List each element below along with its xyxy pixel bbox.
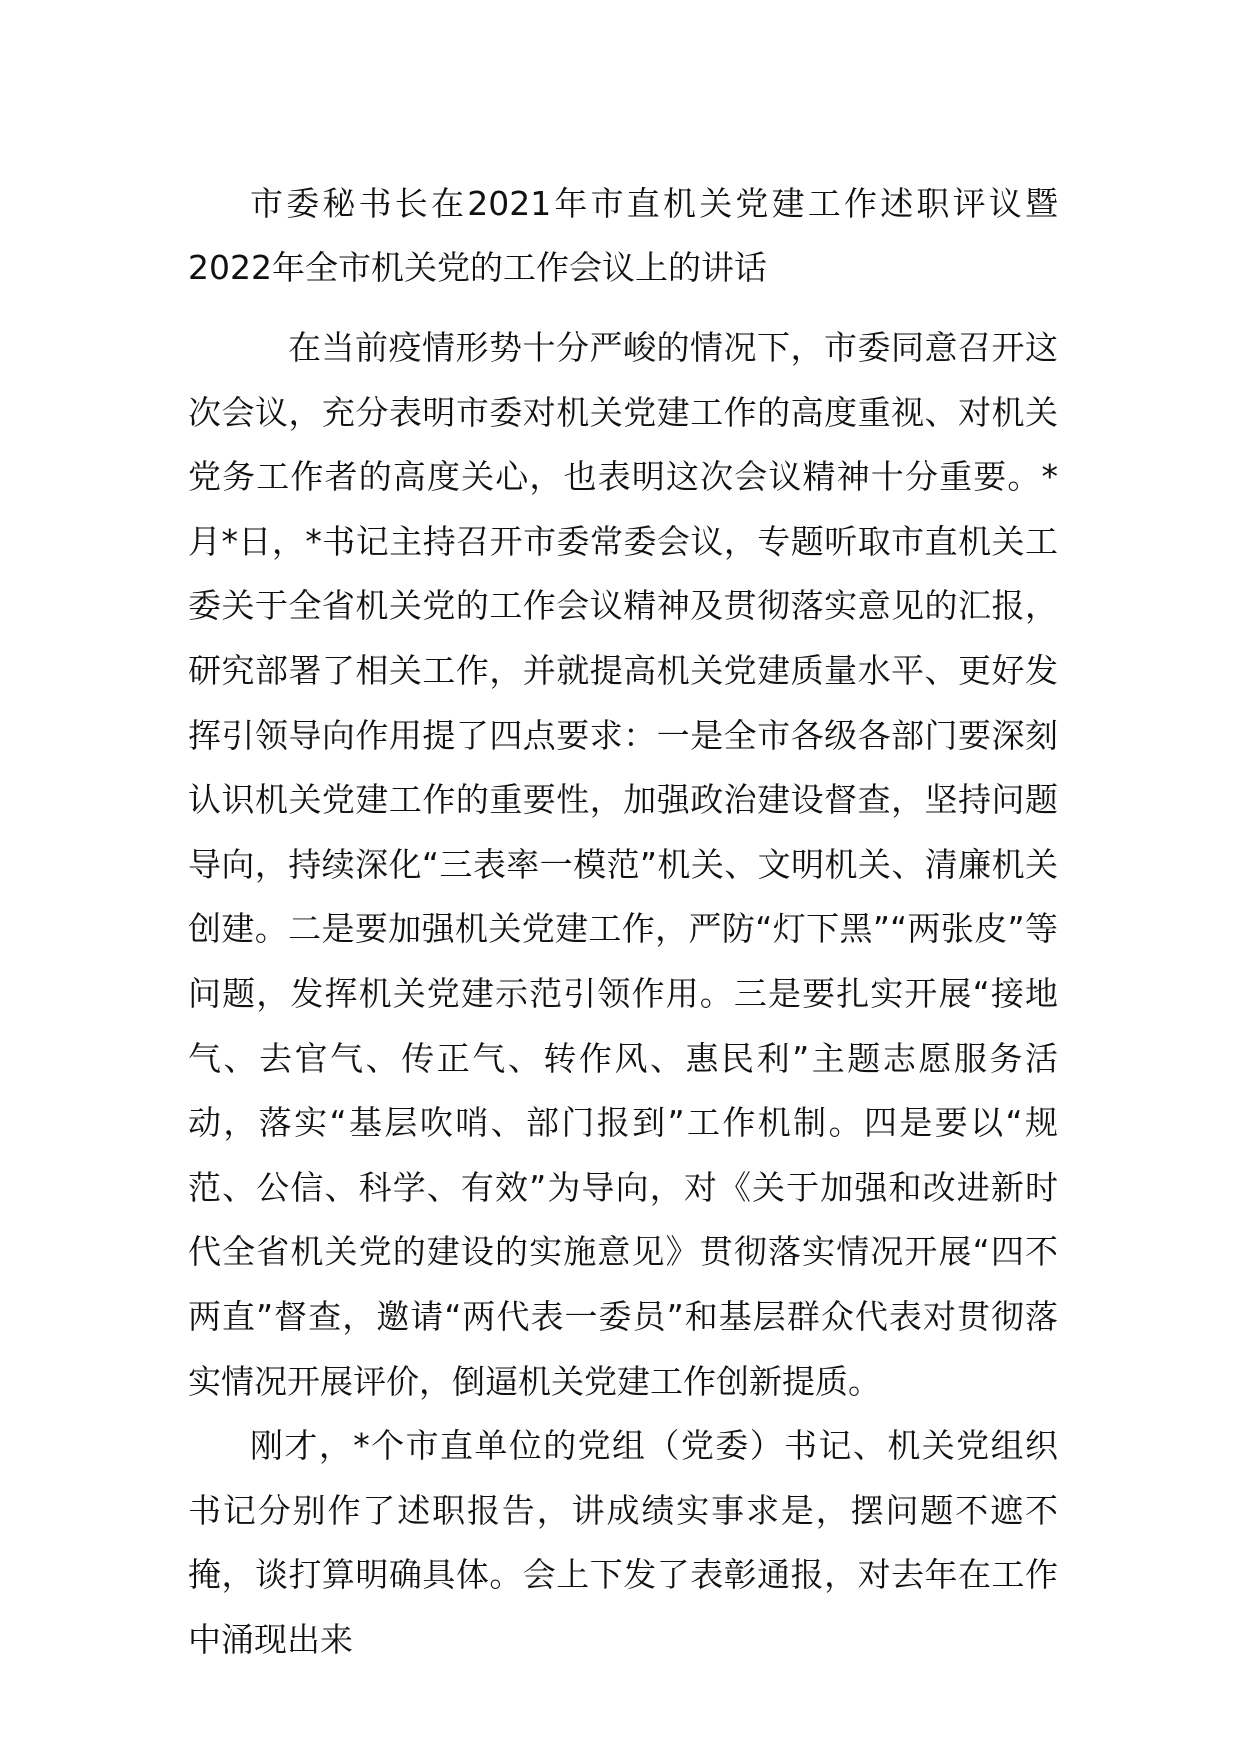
body-paragraph-2: 刚才，*个市直单位的党组（党委）书记、机关党组织书记分别作了述职报告，讲成绩实事求是，摆问题不遮不掩，谈打算明确具体。会上下发了表彰通报，对去年在工作中涌现出来 — [188, 1426, 1058, 1659]
document-page — [188, 172, 1058, 1672]
body-paragraph-1: 在当前疫情形势十分严峻的情况下，市委同意召开这次会议，充分表明市委对机关党建工作的高度重视、对机关党务工作者的高度关心，也表明这次会议精神十分重要。*月*日，*书记主持召开市委常委会议，专题听取市直机关工委关于全省机关党的工作会议精神及贯彻落实意见的汇报，研究部署了相关工作，并就提高机关党建质量水平、更好发挥引领导向作用提了四点要求：一是全市各级各部门要深刻认识机关党建工作的重要性，加强政治建设督查，坚持问题导向，持续深化“三表率一模范”机关、文明机关、清廉机关创建。二是要加强机关党建工作，严防“灯下黑”“两张皮”等问题，发挥机关党建示范引领作用。三是要扎实开展“接地气、去官气、传正气、转作风、惠民利”主题志愿服务活动，落实“基层吹哨、部门报到”工作机制。四是要以“规范、公信、科学、有效”为导向，对《关于加强和改进新时代全省机关党的建设的实施意见》贯彻落实情况开展“四不两直”督查，邀请“两代表一委员”和基层群众代表对贯彻落实情况开展评价，倒逼机关党建工作创新提质。 — [188, 328, 1058, 1401]
document-title: 市委秘书长在2021年市直机关党建工作述职评议暨2022年全市机关党的工作会议上的讲话 — [188, 184, 1058, 287]
